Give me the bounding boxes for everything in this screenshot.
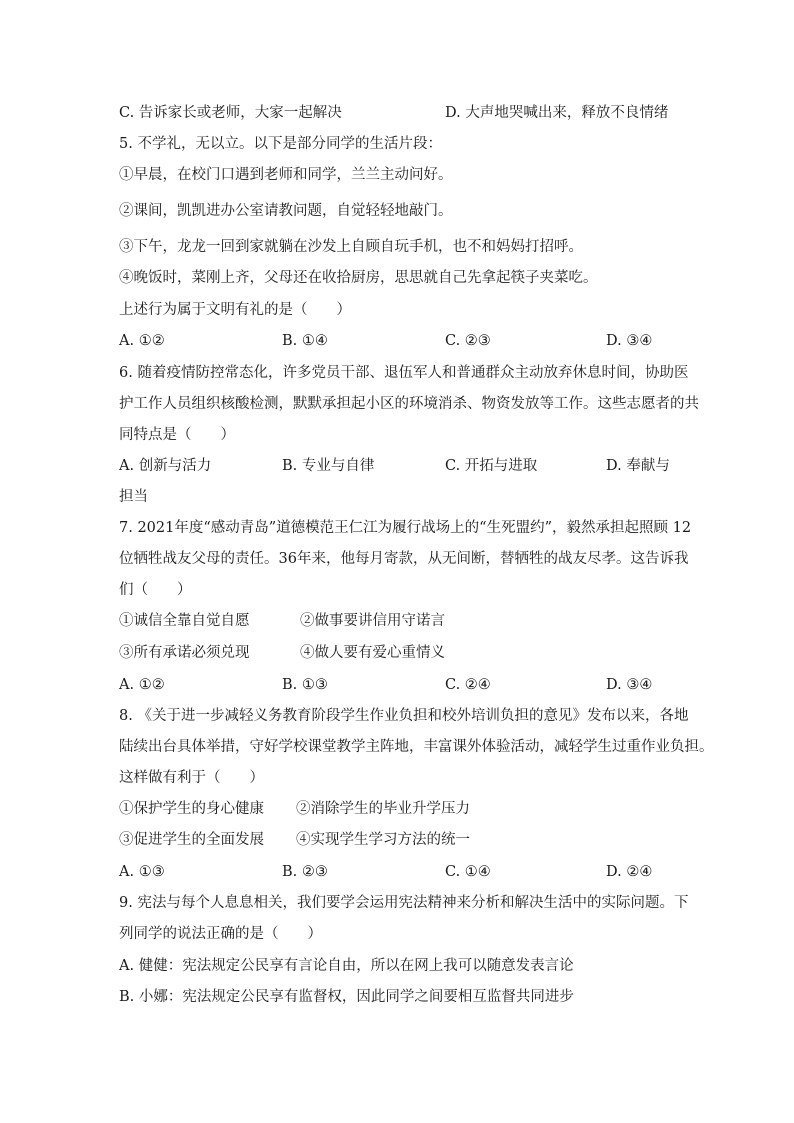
q7-line-1: 7. 2021年度“感动青岛”道德模范王仁江为履行战场上的“生死盟约”，毅然承担起照顾 12 [119, 520, 692, 536]
q7-item-3: ③所有承诺必须兑现 [119, 645, 250, 661]
q4-option-c: C. 告诉家长或老师，大家一起解决 [119, 105, 342, 121]
q8-option-d: D. ②④ [606, 864, 653, 880]
q9-option-a: A. 健健：宪法规定公民享有言论自由，所以在网上我可以随意发表言论 [119, 958, 574, 974]
q7-option-a: A. ①② [119, 677, 165, 693]
q8-option-a: A. ①③ [119, 864, 165, 880]
q5-option-b: B. ①④ [282, 333, 328, 349]
q7-option-c: C. ②④ [445, 677, 491, 693]
q8-item-3: ③促进学生的全面发展 [119, 832, 264, 848]
q9-line-1: 9. 宪法与每个人息息相关，我们要学会运用宪法精神来分析和解决生活中的实际问题。下 [119, 895, 689, 911]
q7-line-2: 位牺牲战友父母的责任。36年来，他每月寄款，从无间断，替牺牲的战友尽孝。这告诉我 [119, 551, 689, 567]
q5-stem: 5. 不学礼，无以立。以下是部分同学的生活片段： [119, 136, 442, 152]
q8-option-c: C. ①④ [445, 864, 491, 880]
q6-option-d-wrap: 担当 [119, 489, 148, 505]
q6-option-d: D. 奉献与 [606, 458, 670, 474]
q8-line-2: 陆续出台具体举措，守好学校课堂教学主阵地，丰富课外体验活动，减轻学生过重作业负担。 [119, 739, 714, 755]
q9-option-b: B. 小娜：宪法规定公民享有监督权，因此同学之间要相互监督共同进步 [119, 989, 574, 1005]
q7-item-2: ②做事要讲信用守诺言 [300, 613, 445, 629]
q5-item-1: ①早晨，在校门口遇到老师和同学，兰兰主动问好。 [119, 167, 453, 183]
q9-line-2: 列同学的说法正确的是（ ） [119, 926, 322, 942]
q5-option-a: A. ①② [119, 333, 165, 349]
q6-option-c: C. 开拓与进取 [445, 458, 538, 474]
q7-item-1: ①诚信全靠自觉自愿 [119, 613, 250, 629]
q8-line-3: 这样做有利于（ ） [119, 770, 264, 786]
q8-item-4: ④实现学生学习方法的统一 [296, 832, 470, 848]
q7-option-b: B. ①③ [282, 677, 328, 693]
q5-item-2: ②课间，凯凯进办公室请教问题，自觉轻轻地敲门。 [119, 203, 453, 219]
q6-option-b: B. 专业与自律 [282, 458, 375, 474]
q6-line-1: 6. 随着疫情防控常态化，许多党员干部、退伍军人和普通群众主动放弃休息时间，协助医 [119, 365, 689, 381]
q8-item-2: ②消除学生的毕业升学压力 [296, 801, 470, 817]
q7-item-4: ④做人要有爱心重情义 [300, 645, 445, 661]
q8-line-1: 8. 《关于进一步减轻义务教育阶段学生作业负担和校外培训负担的意见》发布以来，各地 [119, 708, 689, 724]
q5-option-d: D. ③④ [606, 333, 653, 349]
q5-item-3: ③下午，龙龙一回到家就躺在沙发上自顾自玩手机，也不和妈妈打招呼。 [119, 239, 583, 255]
q8-option-b: B. ②③ [282, 864, 328, 880]
q5-option-c: C. ②③ [445, 333, 491, 349]
q8-item-1: ①保护学生的身心健康 [119, 801, 264, 817]
q6-line-3: 同特点是（ ） [119, 427, 235, 443]
q5-item-4: ④晚饭时，菜刚上齐，父母还在收拾厨房，思思就自己先拿起筷子夹菜吃。 [119, 270, 598, 286]
q6-option-a: A. 创新与活力 [119, 458, 212, 474]
q6-line-2: 护工作人员组织核酸检测，默默承担起小区的环境消杀、物资发放等工作。这些志愿者的共 [119, 396, 699, 412]
q4-option-d: D. 大声地哭喊出来，释放不良情绪 [445, 105, 669, 121]
q7-option-d: D. ③④ [606, 677, 653, 693]
q7-line-3: 们（ ） [119, 582, 192, 598]
q5-question: 上述行为属于文明有礼的是（ ） [119, 302, 351, 318]
